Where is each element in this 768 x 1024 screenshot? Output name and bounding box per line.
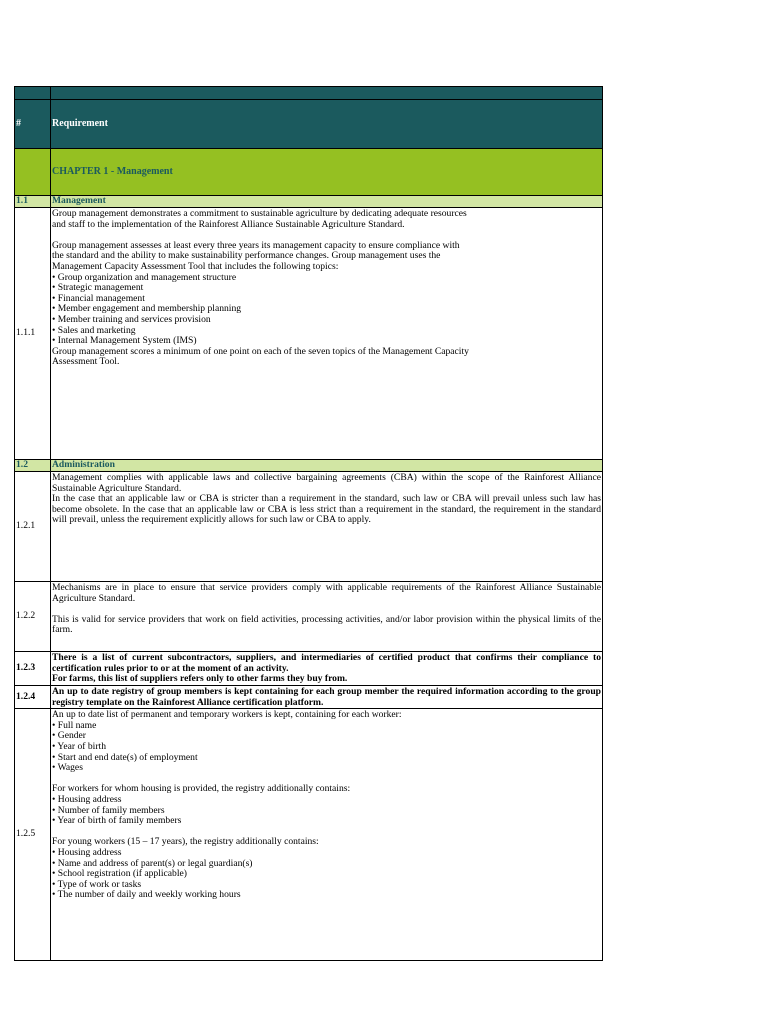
list-item: • Sales and marketing xyxy=(52,326,601,337)
text-paragraph: For farms, this list of suppliers refers only to other farms they buy from. xyxy=(52,673,348,685)
list-item: • School registration (if applicable) xyxy=(52,869,601,880)
section-number: 1.2 xyxy=(15,460,51,472)
list-item: • Gender xyxy=(52,731,601,742)
column-header-number: # xyxy=(15,100,51,149)
requirement-text xyxy=(51,686,603,709)
text-paragraph: Management complies with applicable laws and collective bargaining agreements (CBA) within the scope of the Rainforest Alliance Sustainable Agriculture Standard. xyxy=(52,472,601,494)
bullet-list xyxy=(52,721,601,774)
bullet-list xyxy=(52,273,601,347)
requirement-row xyxy=(15,208,603,460)
list-item: • The number of daily and weekly working hours xyxy=(52,890,601,901)
requirement-number: 1.2.5 xyxy=(15,709,51,961)
bullet-list xyxy=(52,795,601,827)
section-row xyxy=(15,196,603,208)
list-item: • Housing address xyxy=(52,795,601,806)
section-number: 1.1 xyxy=(15,196,51,208)
requirement-row xyxy=(15,652,603,686)
text-paragraph: In the case that an applicable law or CBA is stricter than a requirement in the standard, such law or CBA will prevail unless such law has become obsolete. In the case that an applicable law or CBA is less strict than a requirement in the standard, the requirement in the standard will prevail, unless the requirement explicitly allows for such law or CBA to apply. xyxy=(52,493,601,526)
chapter-title: CHAPTER 1 - Management xyxy=(51,149,603,196)
list-item: • Financial management xyxy=(52,294,601,305)
text-line: and staff to the implementation of the Rainforest Alliance Sustainable Agriculture Standard. xyxy=(52,218,405,230)
list-item: • Internal Management System (IMS) xyxy=(52,336,601,347)
list-item: • Name and address of parent(s) or legal guardian(s) xyxy=(52,859,601,870)
requirement-text xyxy=(51,709,603,961)
list-item: • Strategic management xyxy=(52,283,601,294)
section-title: Management xyxy=(51,196,603,208)
text-line: Group management demonstrates a commitment to sustainable agriculture by dedicating adequate resources xyxy=(52,208,467,219)
requirement-number: 1.2.3 xyxy=(15,652,51,686)
list-item: • Year of birth of family members xyxy=(52,816,601,827)
requirement-number: 1.2.2 xyxy=(15,582,51,652)
list-item: • Full name xyxy=(52,721,601,732)
requirement-text xyxy=(51,652,603,686)
text-paragraph: There is a list of current subcontractors, suppliers, and intermediaries of certified product that confirms their compliance to certification rules prior to or at the moment of an activity. xyxy=(52,652,601,674)
list-item: • Start and end date(s) of employment xyxy=(52,753,601,764)
text-line: Group management scores a minimum of one point on each of the seven topics of the Management Capacity xyxy=(52,345,469,357)
requirement-number: 1.1.1 xyxy=(15,208,51,460)
text-line: For workers for whom housing is provided, the registry additionally contains: xyxy=(52,783,351,795)
list-item: • Member engagement and membership planning xyxy=(52,304,601,315)
section-row xyxy=(15,460,603,472)
header-strip-cell xyxy=(51,87,603,100)
list-item: • Member training and services provision xyxy=(52,315,601,326)
requirement-text xyxy=(51,208,603,460)
text-paragraph: An up to date registry of group members is kept containing for each group member the required information according to the group registry template on the Rainforest Alliance certification platform. xyxy=(52,686,601,708)
requirement-number: 1.2.4 xyxy=(15,686,51,709)
text-paragraph: Mechanisms are in place to ensure that service providers comply with applicable requirements of the Rainforest Alliance Sustainable Agriculture Standard. xyxy=(52,582,601,604)
text-line: Management Capacity Assessment Tool that includes the following topics: xyxy=(52,260,339,272)
list-item: • Housing address xyxy=(52,848,601,859)
requirement-text xyxy=(51,472,603,582)
list-item: • Type of work or tasks xyxy=(52,880,601,891)
column-header-requirement: Requirement xyxy=(51,100,603,149)
requirement-text xyxy=(51,582,603,652)
text-paragraph: This is valid for service providers that work on field activities, processing activities, and/or labor provision within the physical limits of the farm. xyxy=(52,613,601,636)
requirement-row xyxy=(15,686,603,709)
requirement-number: 1.2.1 xyxy=(15,472,51,582)
text-line: the standard and the ability to make sustainability performance changes. Group management uses the xyxy=(52,250,441,262)
chapter-row xyxy=(15,149,603,196)
text-line: For young workers (15 – 17 years), the registry additionally contains: xyxy=(52,836,319,848)
chapter-number-cell xyxy=(15,149,51,196)
list-item: • Number of family members xyxy=(52,806,601,817)
header-row xyxy=(15,100,603,149)
requirement-row xyxy=(15,582,603,652)
list-item: • Group organization and management structure xyxy=(52,273,601,284)
text-line: An up to date list of permanent and temporary workers is kept, containing for each worker: xyxy=(52,709,402,721)
section-title: Administration xyxy=(51,460,603,472)
text-line: Group management assesses at least every three years its management capacity to ensure compliance with xyxy=(52,239,460,251)
requirement-row xyxy=(15,472,603,582)
requirements-table xyxy=(14,86,603,961)
text-line: Assessment Tool. xyxy=(52,356,120,368)
list-item: • Wages xyxy=(52,763,601,774)
header-strip xyxy=(15,87,603,100)
list-item: • Year of birth xyxy=(52,742,601,753)
requirement-row xyxy=(15,709,603,961)
bullet-list xyxy=(52,848,601,901)
header-strip-cell xyxy=(15,87,51,100)
